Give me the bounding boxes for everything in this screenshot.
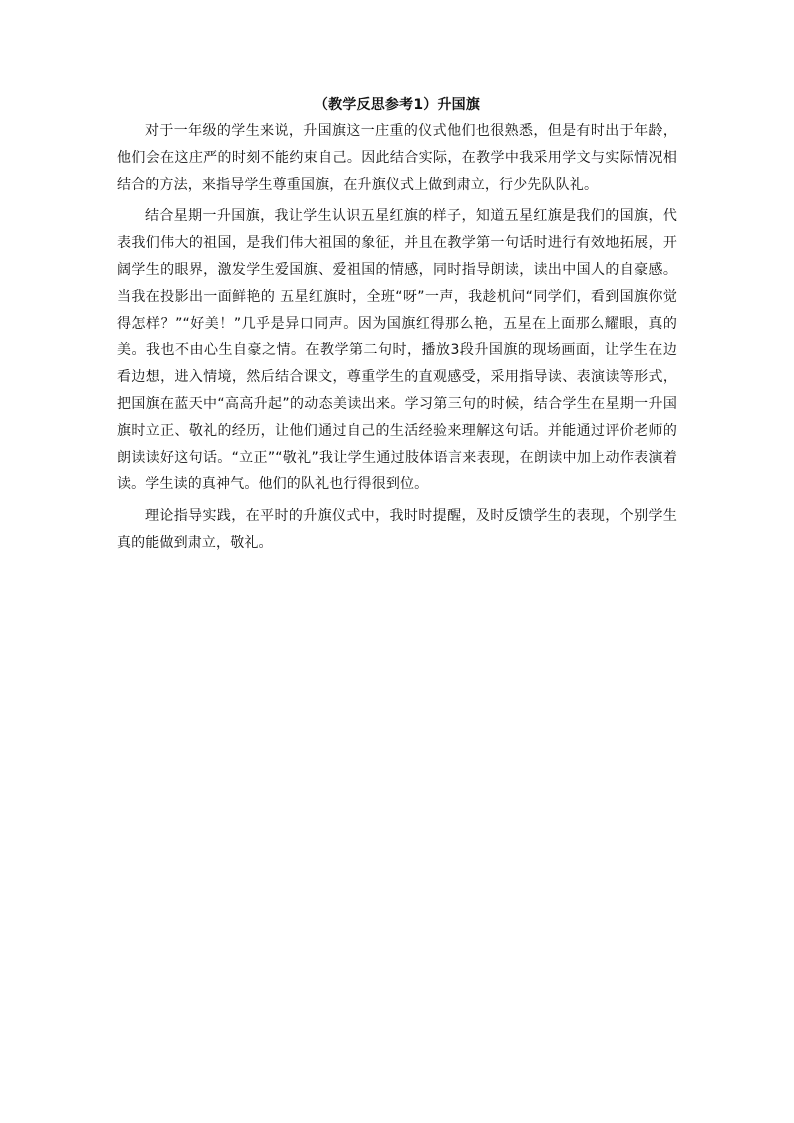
paragraph-3: 理论指导实践，在平时的升旗仪式中，我时时提醒，及时反馈学生的表现，个别学生真的能做到肃立，敬礼。 (117, 508, 677, 551)
paragraph-2: 结合星期一升国旗，我让学生认识五星红旗的样子，知道五星红旗是我们的国旗，代表我们伟大的祖国，是我们伟大祖国的象征，并且在教学第一句话时进行有效地拓展，开阔学生的眼界，激发学生爱国旗、爱祖国的情感，同时指导朗读，读出中国人的自豪感。当我在投影出一面鲜艳的 五星红旗时，全班“呀”一声，我趁机问“同学们，看到国旗你觉得怎样？”“好美！”几乎是异口同声。因为国旗红得那么艳，五星在上面那么耀眼，真的美。我也不由心生自豪之情。在教学第二句时，播放3段升国旗的现场画面，让学生在边看边想，进入情境，然后结合课文，尊重学生的直观感受，采用指导读、表演读等形式，把国旗在蓝天中“高高升起”的动态美读出来。学习第三句的时候，结合学生在星期一升国旗时立正、敬礼的经历，让他们通过自己的生活经验来理解这句话。并能通过评价老师的朗读读好这句话。“立正”“敬礼”我让学生通过肢体语言来表现，在朗读中加上动作表演着读。学生读的真神气。他们的队礼也行得很到位。 (117, 208, 677, 493)
document-title: （教学反思参考1）升国旗 (313, 97, 481, 113)
paragraph-1: 对于一年级的学生来说，升国旗这一庄重的仪式他们也很熟悉，但是有时出于年龄，他们会在这庄严的时刻不能约束自己。因此结合实际，在教学中我采用学文与实际情况相结合的方法，来指导学生尊重国旗，在升旗仪式上做到肃立，行少先队队礼。 (117, 123, 677, 193)
document-page (117, 92, 677, 557)
